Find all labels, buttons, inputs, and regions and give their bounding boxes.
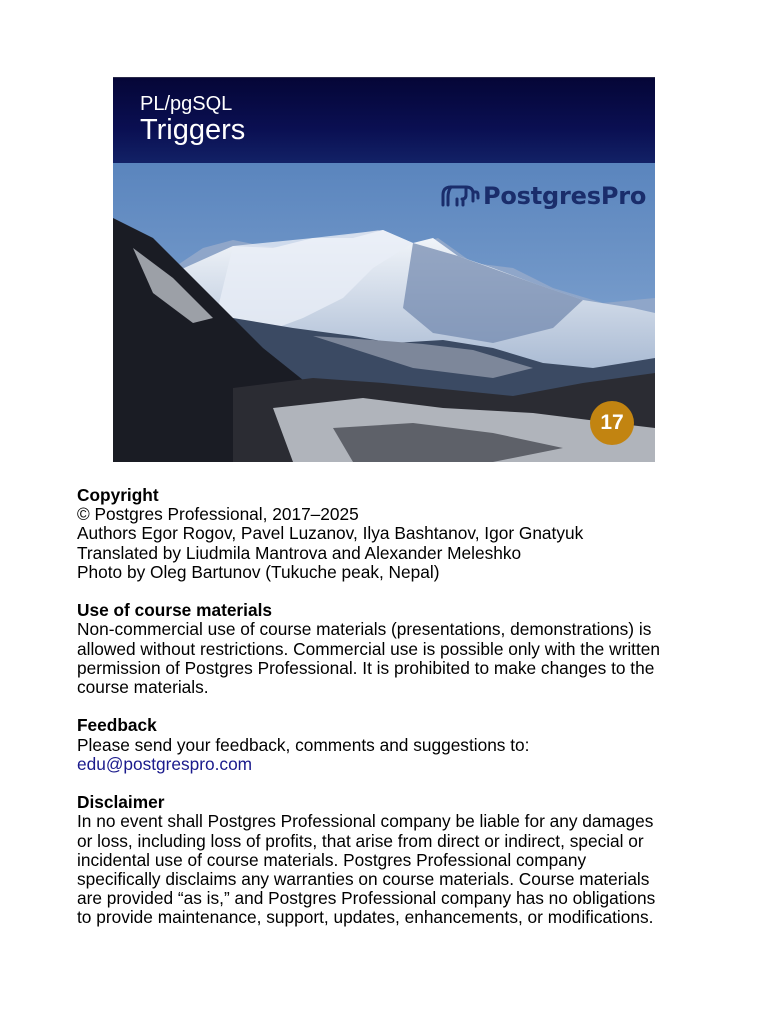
disclaimer-heading: Disclaimer (77, 792, 165, 813)
disclaimer-text-line: incidental use of course materials. Postgres Professional company (77, 849, 587, 870)
copyright-line: © Postgres Professional, 2017–2025 (77, 504, 359, 525)
cover-subtitle: PL/pgSQL (140, 93, 233, 115)
use-text-line: Non-commercial use of course materials (presentations, demonstrations) is (77, 619, 652, 640)
copyright-heading: Copyright (77, 485, 159, 505)
feedback-heading: Feedback (77, 715, 157, 736)
cover-title: Triggers (140, 114, 246, 146)
feedback-text: Please send your feedback, comments and suggestions to: (77, 734, 530, 755)
postgrespro-logo (440, 181, 646, 211)
use-section (77, 601, 697, 697)
copyright-section (77, 486, 697, 582)
elephant-icon (440, 181, 480, 211)
translators-line: Translated by Liudmila Mantrova and Alexander Meleshko (77, 542, 522, 563)
use-heading: Use of course materials (77, 600, 272, 621)
use-text-line: course materials. (77, 677, 209, 698)
feedback-section (77, 716, 697, 774)
disclaimer-text-line: to provide maintenance, support, updates, enhancements, or modifications. (77, 907, 654, 928)
photo-credit-line: Photo by Oleg Bartunov (Tukuche peak, Nepal) (77, 561, 440, 582)
version-badge: 17 (590, 401, 634, 445)
disclaimer-text-line: or loss, including loss of profits, that arise from direct or indirect, special or (77, 830, 644, 851)
brand-name: PostgresPro (483, 182, 647, 210)
use-text-line: permission of Postgres Professional. It is prohibited to make changes to the (77, 657, 655, 678)
disclaimer-text-line: are provided “as is,” and Postgres Professional company has no obligations (77, 888, 656, 909)
disclaimer-section (77, 793, 697, 927)
cover-image (113, 77, 655, 462)
disclaimer-text-line: specifically disclaims any warranties on course materials. Course materials (77, 869, 650, 890)
feedback-email-link[interactable]: edu@postgrespro.com (77, 753, 253, 774)
disclaimer-text-line: In no event shall Postgres Professional company be liable for any damages (77, 811, 654, 832)
authors-line: Authors Egor Rogov, Pavel Luzanov, Ilya Bashtanov, Igor Gnatyuk (77, 523, 584, 544)
use-text-line: allowed without restrictions. Commercial use is possible only with the written (77, 638, 660, 659)
document-body (77, 486, 697, 947)
